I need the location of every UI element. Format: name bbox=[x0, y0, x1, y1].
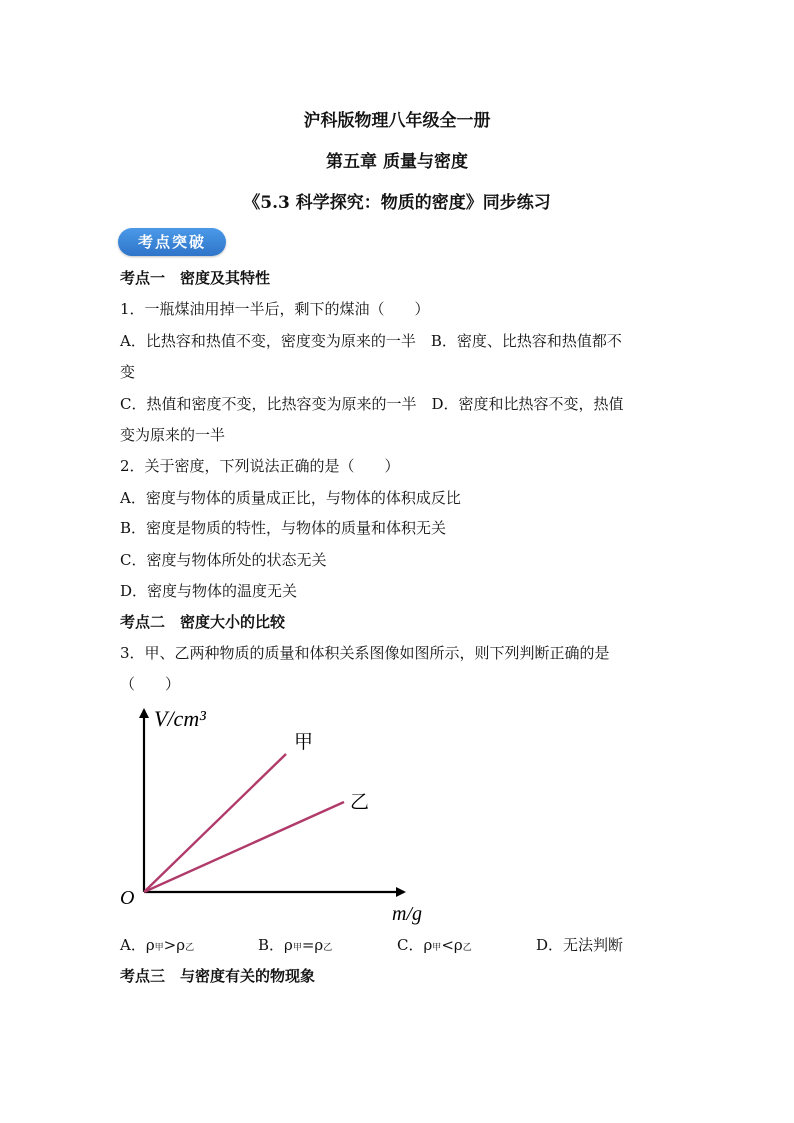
question-2-option-b: B．密度是物质的特性，与物体的质量和体积无关 bbox=[120, 519, 447, 537]
question-3-option-a: A．ρ甲>ρ乙 bbox=[120, 936, 195, 954]
section-heading-2: 考点二 密度大小的比较 bbox=[120, 613, 286, 631]
origin-label: O bbox=[120, 887, 135, 909]
question-1-options-cd: C．热值和密度不变，比热容变为原来的一半 D．密度和比热容不变，热值 bbox=[120, 395, 624, 413]
document-title: 沪科版物理八年级全一册 bbox=[303, 111, 491, 131]
question-3-option-c: C．ρ甲<ρ乙 bbox=[397, 936, 472, 954]
question-2-option-d: D．密度与物体的温度无关 bbox=[120, 582, 298, 600]
mass-volume-graph bbox=[112, 700, 442, 928]
y-axis-label: V/cm³ bbox=[154, 706, 206, 731]
question-1-stem: 1．一瓶煤油用掉一半后，剩下的煤油（ ） bbox=[120, 300, 430, 318]
question-3-option-b: B．ρ甲=ρ乙 bbox=[258, 936, 333, 954]
section-heading-3: 考点三 与密度有关的物现象 bbox=[120, 967, 316, 985]
series-label-jia: 甲 bbox=[294, 731, 314, 753]
section-heading-1: 考点一 密度及其特性 bbox=[120, 269, 271, 287]
question-2-option-a: A．密度与物体的质量成正比，与物体的体积成反比 bbox=[120, 489, 461, 507]
question-3-option-d: D．无法判断 bbox=[536, 936, 624, 954]
lesson-title: 《5.3 科学探究：物质的密度》同步练习 bbox=[243, 193, 551, 213]
chapter-title: 第五章 质量与密度 bbox=[326, 152, 468, 172]
series-label-yi: 乙 bbox=[350, 791, 370, 813]
x-axis-label: m/g bbox=[392, 903, 422, 925]
section-badge: 考点突破 bbox=[118, 228, 226, 256]
question-2-option-c: C．密度与物体所处的状态无关 bbox=[120, 551, 327, 569]
question-1-options-cd-cont: 变为原来的一半 bbox=[120, 426, 226, 444]
series-line-yi bbox=[144, 802, 344, 892]
question-3-paren: （ ） bbox=[120, 675, 181, 693]
question-1-options-ab-cont: 变 bbox=[120, 363, 136, 381]
question-1-options-ab: A．比热容和热值不变，密度变为原来的一半 B．密度、比热容和热值都不 bbox=[120, 332, 622, 350]
question-2-stem: 2．关于密度，下列说法正确的是（ ） bbox=[120, 457, 400, 475]
question-3-stem: 3．甲、乙两种物质的质量和体积关系图像如图所示，则下列判断正确的是 bbox=[120, 644, 610, 662]
series-line-jia bbox=[144, 754, 286, 892]
